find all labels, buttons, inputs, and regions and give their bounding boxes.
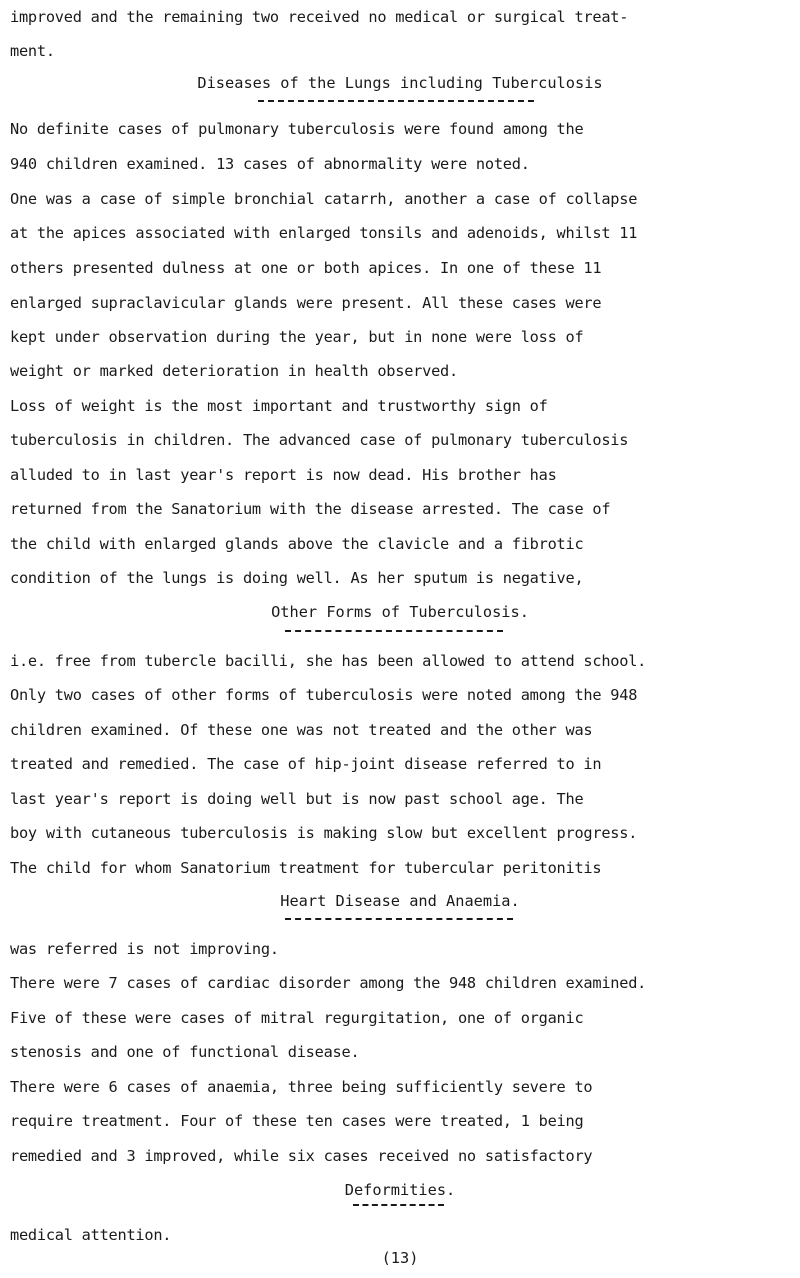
heading-underline <box>285 918 513 920</box>
text-line: Only two cases of other forms of tuberculosis were noted among the 948 <box>10 686 638 704</box>
text-line: tuberculosis in children. The advanced case of pulmonary tuberculosis <box>10 431 629 449</box>
text-line: medical attention. <box>10 1226 172 1244</box>
text-line: boy with cutaneous tuberculosis is making slow but excellent progress. <box>10 824 638 842</box>
text-line: condition of the lungs is doing well. As her sputum is negative, <box>10 569 584 587</box>
text-line: kept under observation during the year, but in none were loss of <box>10 328 584 346</box>
text-line: Five of these were cases of mitral regurgitation, one of organic <box>10 1009 584 1027</box>
page-number: (13) <box>381 1249 419 1267</box>
text-line: children examined. Of these one was not treated and the other was <box>10 721 593 739</box>
text-line: weight or marked deterioration in health observed. <box>10 362 458 380</box>
heading-underline <box>285 630 503 632</box>
section-heading: Diseases of the Lungs including Tuberculosis <box>197 74 603 92</box>
text-line: the child with enlarged glands above the clavicle and a fibrotic <box>10 535 584 553</box>
text-line: stenosis and one of functional disease. <box>10 1043 360 1061</box>
text-line: i.e. free from tubercle bacilli, she has been allowed to attend school. <box>10 652 647 670</box>
text-line: The child for whom Sanatorium treatment for tubercular peritonitis <box>10 859 602 877</box>
text-line: was referred is not improving. <box>10 940 279 958</box>
text-line: There were 6 cases of anaemia, three being sufficiently severe to <box>10 1078 593 1096</box>
text-line: improved and the remaining two received no medical or surgical treat- <box>10 8 629 26</box>
text-line: require treatment. Four of these ten cases were treated, 1 being <box>10 1112 584 1130</box>
text-line: alluded to in last year's report is now dead. His brother has <box>10 466 557 484</box>
text-line: 940 children examined. 13 cases of abnormality were noted. <box>10 155 530 173</box>
text-line: returned from the Sanatorium with the disease arrested. The case of <box>10 500 611 518</box>
section-heading: Other Forms of Tuberculosis. <box>271 603 529 621</box>
section-heading: Heart Disease and Anaemia. <box>280 892 520 910</box>
text-line: enlarged supraclavicular glands were present. All these cases were <box>10 294 602 312</box>
text-line: at the apices associated with enlarged tonsils and adenoids, whilst 11 <box>10 224 638 242</box>
text-line: No definite cases of pulmonary tuberculosis were found among the <box>10 120 584 138</box>
heading-underline <box>258 100 534 102</box>
text-line: others presented dulness at one or both apices. In one of these 11 <box>10 259 602 277</box>
text-line: remedied and 3 improved, while six cases received no satisfactory <box>10 1147 593 1165</box>
heading-underline <box>353 1204 444 1206</box>
section-heading: Deformities. <box>344 1181 456 1199</box>
text-line: last year's report is doing well but is now past school age. The <box>10 790 584 808</box>
text-line: One was a case of simple bronchial catarrh, another a case of collapse <box>10 190 638 208</box>
text-line: Loss of weight is the most important and trustworthy sign of <box>10 397 548 415</box>
text-line: treated and remedied. The case of hip-joint disease referred to in <box>10 755 602 773</box>
text-line: There were 7 cases of cardiac disorder among the 948 children examined. <box>10 974 647 992</box>
text-line: ment. <box>10 42 55 60</box>
